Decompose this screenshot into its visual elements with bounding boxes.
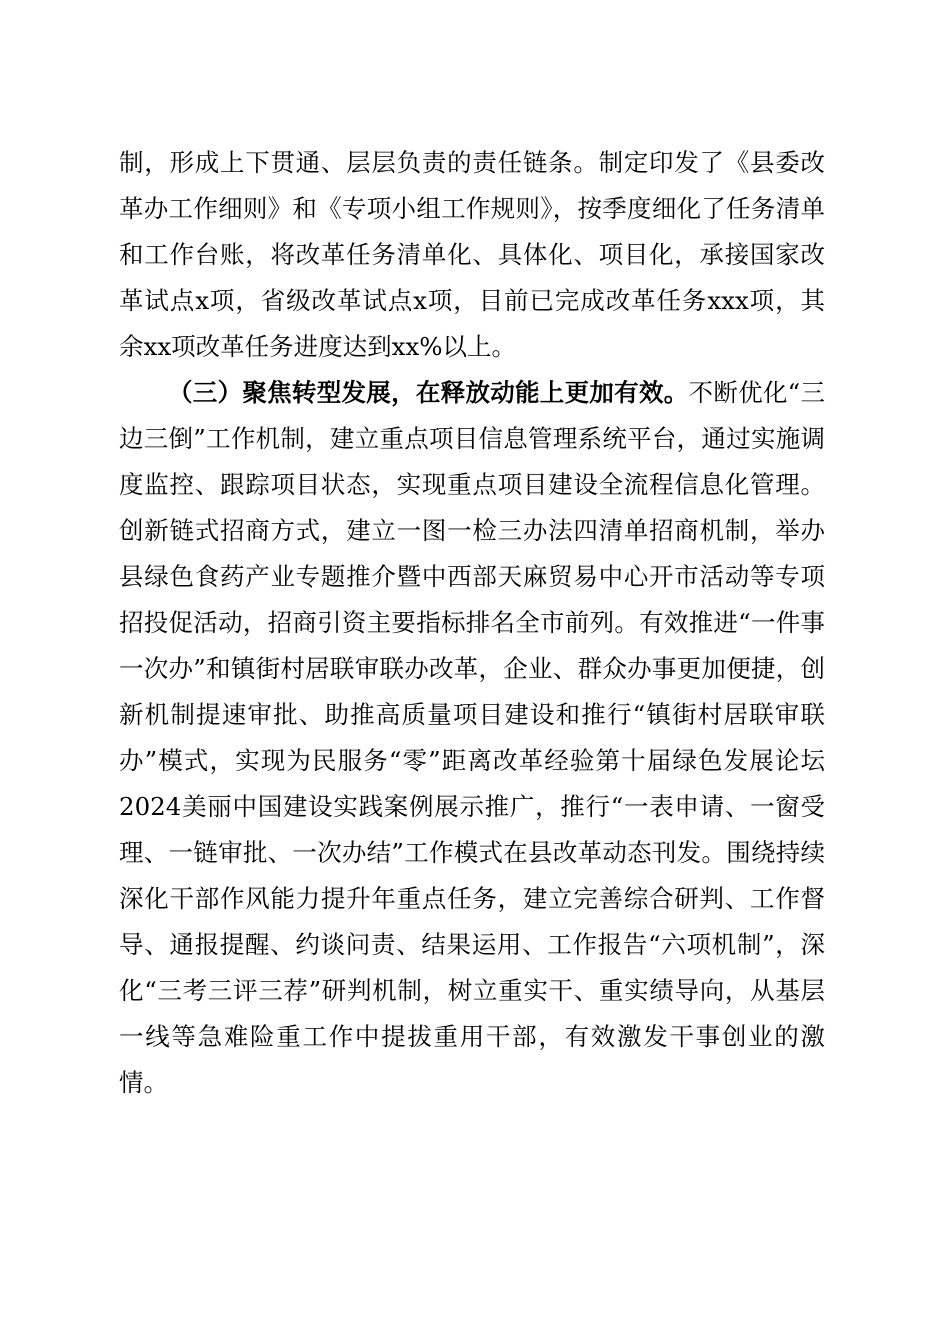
document-body [119, 140, 825, 1106]
section-heading: （三）聚焦转型发展，在释放动能上更加有效。 [168, 378, 689, 407]
paragraph-continuation [119, 140, 825, 370]
paragraph-1-text: 制，形成上下贯通、层层负责的责任链条。制定印发了《县委改革办工作细则》和《专项小组工作规则》，按季度细化了任务清单和工作台账，将改革任务清单化、具体化、项目化，承接国家改革试点x项，省级改革试点x项，目前已完成改革任务xxx项，其余xx项改革任务进度达到xx%以上。 [119, 148, 825, 361]
section-body-text: 不断优化“三边三倒”工作机制，建立重点项目信息管理系统平台，通过实施调度监控、跟踪项目状态，实现重点项目建设全流程信息化管理。创新链式招商方式，建立一图一检三办法四清单招商机制，举办县绿色食药产业专题推介暨中西部天麻贸易中心开市活动等专项招投促活动，招商引资主要指标排名全市前列。有效推进“一件事一次办”和镇街村居联审联办改革，企业、群众办事更加便捷，创新机制提速审批、助推高质量项目建设和推行“镇街村居联审联办”模式，实现为民服务“零”距离改革经验第十届绿色发展论坛2024美丽中国建设实践案例展示推广，推行“一表申请、一窗受理、一链审批、一次办结”工作模式在县改革动态刊发。围绕持续深化干部作风能力提升年重点任务，建立完善综合研判、工作督导、通报提醒、约谈问责、结果运用、工作报告“六项机制”，深化“三考三评三荐”研判机制，树立重实干、重实绩导向，从基层一线等急难险重工作中提拔重用干部，有效激发干事创业的激情。 [119, 378, 825, 1097]
paragraph-section-three [119, 370, 825, 1106]
